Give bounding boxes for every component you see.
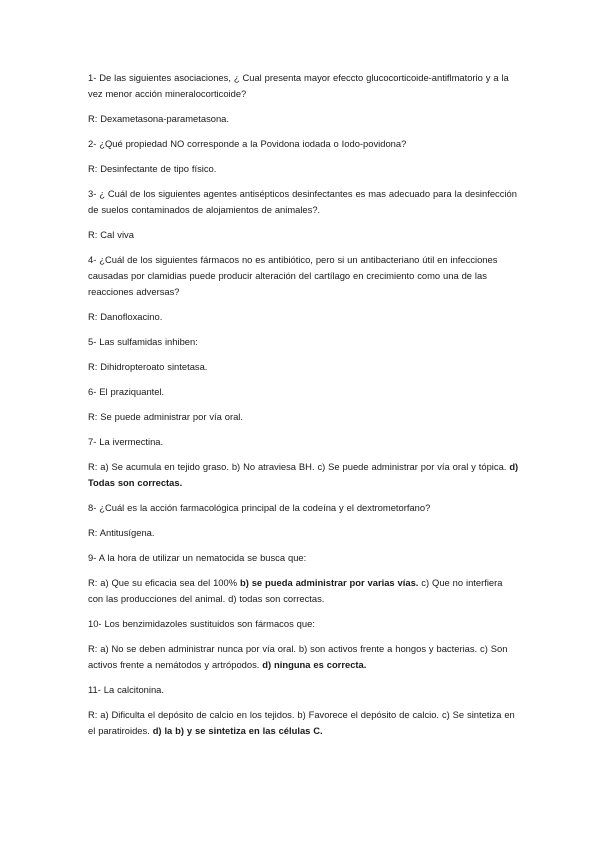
answer-5 (88, 359, 520, 375)
answer-1 (88, 111, 520, 127)
answer-text: c) Que no interfiera con las producciones del animal. d) todas son correctas. (88, 577, 506, 604)
question-3: 3- ¿ Cuál de los siguientes agentes antisépticos desinfectantes es mas adecuado para la desinfección de suelos contaminados de alojamientos de animales?. (88, 188, 520, 215)
answer-text: R: Desinfectante de tipo físico. (88, 163, 217, 174)
answer-highlight: b) se pueda administrar por varias vías. (239, 577, 419, 588)
answer-text: R: Dexametasona-parametasona. (88, 113, 229, 124)
answer-text: R: Dihidropteroato sintetasa. (88, 361, 208, 372)
answer-11 (88, 707, 520, 739)
document-content (88, 70, 520, 748)
answer-text: R: a) Se acumula en tejido graso. b) No atraviesa BH. c) Se puede administrar por vía oral y tópica. (88, 461, 510, 472)
question-10: 10- Los benzimidazoles sustituidos son fármacos que: (88, 618, 315, 629)
answer-highlight: d) la b) y se sintetiza en las células C. (152, 725, 323, 736)
answer-6 (88, 409, 520, 425)
question-11: 11- La calcitonina. (88, 684, 164, 695)
answer-text: R: Antitusígena. (88, 527, 155, 538)
answer-text: R: a) No se deben administrar nunca por vía oral. b) son activos frente a hongos y bacterias. c) Son activos frente a nemátodos y artrópodos. (88, 643, 511, 670)
answer-text: R: Danofloxacino. (88, 311, 163, 322)
answer-3 (88, 227, 520, 243)
answer-8 (88, 525, 520, 541)
answer-4 (88, 309, 520, 325)
answer-7 (88, 459, 520, 491)
answer-2 (88, 161, 520, 177)
question-7: 7- La ivermectina. (88, 436, 164, 447)
answer-10 (88, 641, 520, 673)
answer-highlight: d) Todas son correctas. (88, 461, 522, 488)
question-2: 2- ¿Qué propiedad NO corresponde a la Povidona iodada o Iodo-povidona? (88, 138, 407, 149)
question-1: 1- De las siguientes asociaciones, ¿ Cual presenta mayor efeccto glucocorticoide-antiflmatorio y a la vez menor acción mineralocorticoide? (88, 72, 512, 99)
question-4: 4- ¿Cuál de los siguientes fármacos no es antibiótico, pero si un antibacteriano útil en infecciones causadas por clamidias puede producir alteración del cartílago en crecimiento como una de las reacciones adversas? (88, 254, 501, 297)
question-6: 6- El praziquantel. (88, 386, 165, 397)
answer-text: R: a) Que su eficacia sea del 100% (88, 577, 240, 588)
answer-text: R: Se puede administrar por vía oral. (88, 411, 243, 422)
question-9: 9- A la hora de utilizar un nematocida se busca que: (88, 552, 307, 563)
answer-highlight: d) ninguna es correcta. (262, 659, 367, 670)
answer-9 (88, 575, 520, 607)
answer-text: R: Cal viva (88, 229, 134, 240)
answer-text: R: a) Dificulta el depósito de calcio en los tejidos. b) Favorece el depósito de calcio. c) Se sintetiza en el paratiroides. (88, 709, 518, 736)
question-8: 8- ¿Cuál es la acción farmacológica principal de la codeína y el dextrometorfano? (88, 502, 431, 513)
question-5: 5- Las sulfamidas inhiben: (88, 336, 198, 347)
